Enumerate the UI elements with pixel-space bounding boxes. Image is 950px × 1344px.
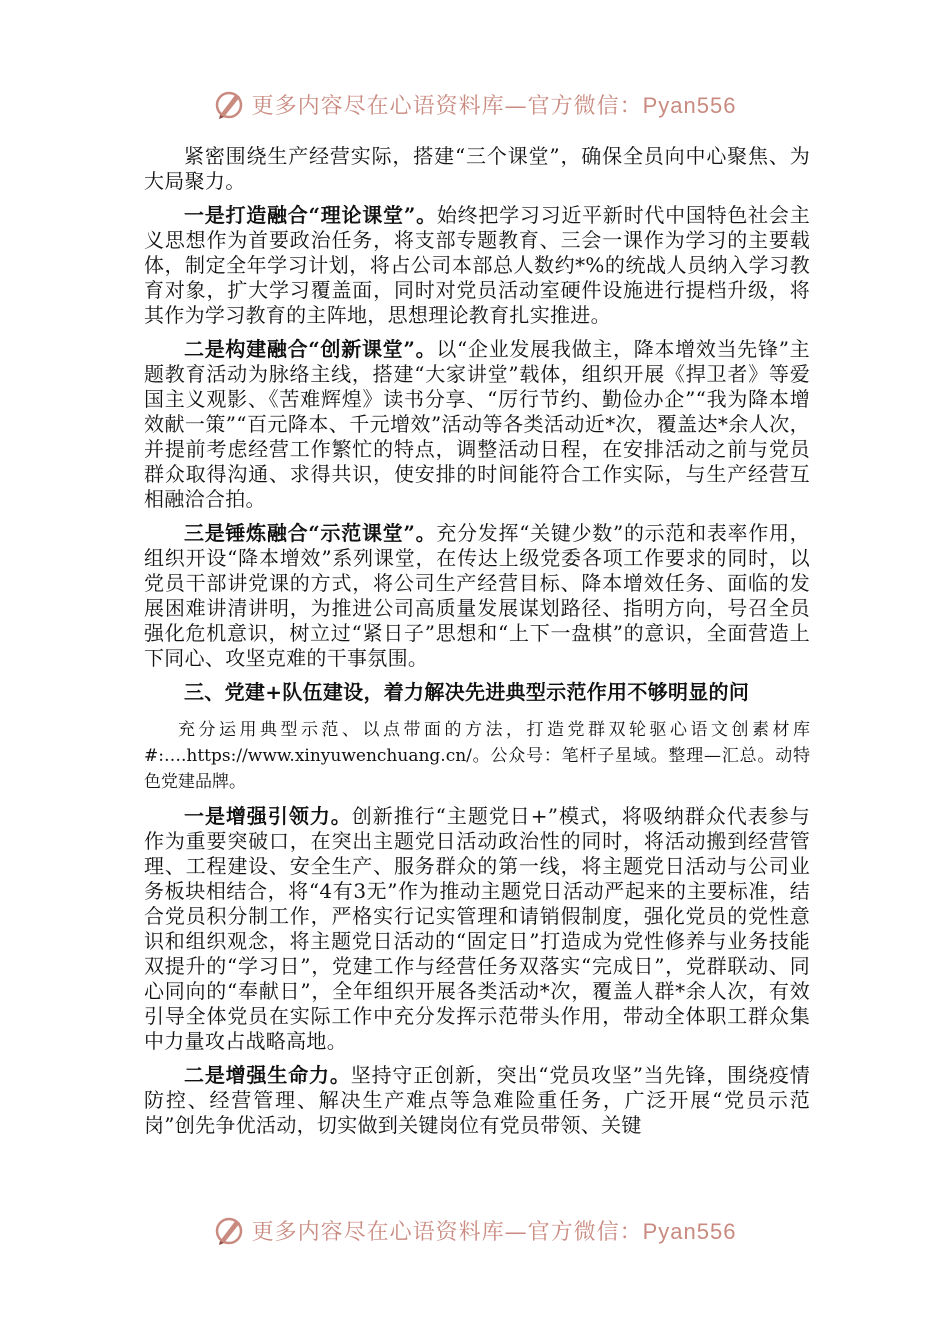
footer-banner bbox=[0, 1210, 950, 1250]
banner-text-main: 更多内容尽在心语资料库—官方微信： bbox=[251, 1219, 643, 1245]
banner-text bbox=[252, 1215, 737, 1246]
paragraph-body: 创新推行“主题党日+”模式，将吸纳群众代表参与作为重要突破口，在突出主题党日活动政治性的同时，将活动搬到经营管理、工程建设、安全生产、服务群众的第一线，将主题党日活动与公司业务板块相结合，将“4有3无”作为推动主题党日活动严起来的主要标准，结合党员积分制工作，严格实行记实管理和请销假制度，强化党员的党性意识和组织观念，将主题党日活动的“固定日”打造成为党性修养与业务技能双提升的“学习日”，党建工作与经营任务双落实“完成日”，党群联动、同心同向的“奉献日”，全年组织开展各类活动*次，覆盖人群*余人次，有效引导全体党员在实际工作中充分发挥示范带头作用，带动全体职工群众集中力量攻占战略高地。 bbox=[144, 804, 810, 1053]
paragraph-vitality bbox=[144, 1063, 810, 1138]
header-banner-inner bbox=[214, 88, 737, 120]
banner-wechat-id: Pyan556 bbox=[642, 92, 737, 118]
paragraph-body: 以“企业发展我做主，降本增效当先锋”主题教育活动为脉络主线，搭建“大家讲堂”载体，组织开展《捍卫者》等爱国主义观影、《苦难辉煌》读书分享、“厉行节约、勤俭办企”“我为降本增效献一策”“百元降本、千元增效”活动等各类活动近*次，覆盖达*余人次，并提前考虑经营工作繁忙的特点，调整活动日程，在安排活动之前与党员群众取得沟通、求得共识，使安排的时间能符合工作实际，与生产经营互相融洽合拍。 bbox=[144, 337, 810, 511]
paragraph-body: 充分发挥“关键少数”的示范和表率作用，组织开设“降本增效”系列课堂，在传达上级党委各项工作要求的同时，以党员干部讲党课的方式，将公司生产经营目标、降本增效任务、面临的发展困难讲清讲明，为推进公司高质量发展谋划路径、指明方向，号召全员强化危机意识，树立过“紧日子”思想和“上下一盘棋”的意识，全面营造上下同心、攻坚克难的干事氛围。 bbox=[144, 521, 810, 670]
pen-logo-icon bbox=[214, 88, 246, 120]
banner-text-main: 更多内容尽在心语资料库—官方微信： bbox=[251, 93, 643, 119]
paragraph-body: 始终把学习习近平新时代中国特色社会主义思想作为首要政治任务，将支部专题教育、三会一课作为学习的主要载体，制定全年学习计划，将占公司本部总人数约*%的统战人员纳入学习教育对象，扩大学习覆盖面，同时对党员活动室硬件设施进行提档升级，将其作为学习教育的主阵地，思想理论教育扎实推进。 bbox=[144, 203, 810, 327]
paragraph-demo-classroom bbox=[144, 521, 810, 671]
paragraph-lead: 二是增强生命力。 bbox=[184, 1063, 351, 1087]
paragraph-body: 坚持守正创新，突出“党员攻坚”当先锋，围绕疫情防控、经营管理、解决生产难点等急难险重任务，广泛开展“党员示范岗”创先争优活动，切实做到关键岗位有党员带领、关键 bbox=[144, 1063, 810, 1137]
paragraph-theory-classroom bbox=[144, 203, 810, 328]
footer-banner-inner bbox=[214, 1214, 737, 1246]
paragraph-intro bbox=[144, 144, 810, 194]
pen-logo-icon bbox=[214, 1214, 246, 1246]
note-paragraph: 充分运用典型示范、以点带面的方法，打造党群双轮驱心语文创素材库#:….https://www.xinyuwenchuang.cn/。公众号：笔杆子星域。整理—汇总。动特色党建品牌。 bbox=[144, 720, 810, 792]
paragraph-lead: 一是打造融合“理论课堂”。 bbox=[184, 203, 437, 227]
section-heading: 三、党建+队伍建设，着力解决先进典型示范作用不够明显的问 bbox=[184, 680, 750, 704]
paragraph-lead: 三是锤炼融合“示范课堂”。 bbox=[184, 521, 437, 545]
header-banner bbox=[0, 84, 950, 124]
document-body bbox=[144, 144, 810, 1147]
paragraph-body: 紧密围绕生产经营实际，搭建“三个课堂”，确保全员向中心聚焦、为大局聚力。 bbox=[144, 144, 810, 193]
banner-wechat-id: Pyan556 bbox=[642, 1218, 737, 1244]
paragraph-innovation-classroom bbox=[144, 337, 810, 512]
paragraph-lead: 一是增强引领力。 bbox=[184, 804, 352, 828]
banner-text bbox=[252, 89, 737, 120]
paragraph-leadership bbox=[144, 804, 810, 1054]
paragraph-lead: 二是构建融合“创新课堂”。 bbox=[184, 337, 437, 361]
